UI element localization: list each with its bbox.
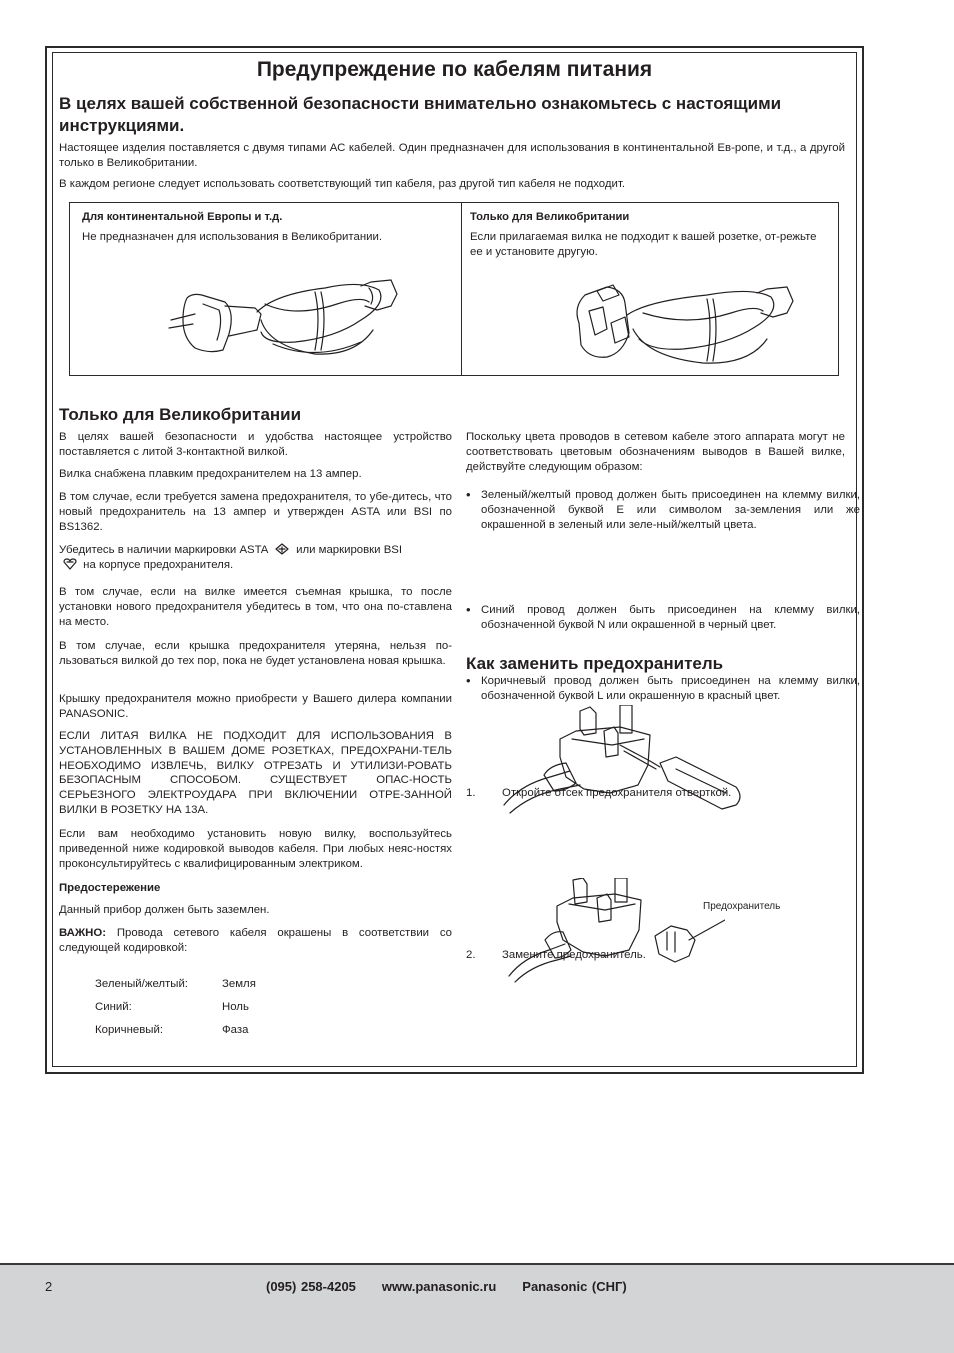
page-title: Предупреждение по кабелям питания	[256, 58, 653, 81]
uk-paragraph: Вилка снабжена плавким предохранителем на 13 ампер.	[59, 468, 362, 480]
footer-company: Panasonic (СНГ)	[522, 1279, 627, 1294]
footer-info	[266, 1279, 653, 1294]
bsi-kitemark-icon	[63, 558, 77, 570]
uk-warning-paragraph: ЕСЛИ ЛИТАЯ ВИЛКА НЕ ПОДХОДИТ ДЛЯ ИСПОЛЬЗОВАНИЯ В УСТАНОВЛЕННЫХ В ВАШЕМ ДОМЕ РОЗЕТКАХ, ПРЕДОХРАНИ-ТЕЛЬ НЕОБХОДИМО ИЗВЛЕЧЬ, ВИЛКУ ОТРЕЗАТЬ И УТИЛИЗИ-РОВАТЬ БЕЗОПАСНЫМ СПОСОБОМ. СУЩЕСТВУЕТ ОПАС-НОСТЬ СЕРЬЕЗНОГО ЭЛЕКТРОУДАРА ПРИ ВКЛЮЧЕНИИ ОТРЕ-ЗАННОЙ ВИЛКИ В РОЗЕТКУ НА 13А.	[59, 730, 452, 816]
marking-text: Убедитесь в наличии маркировки ASTA	[59, 544, 268, 556]
uk-section-heading: Только для Великобритании	[59, 405, 302, 424]
uk-paragraph: В том случае, если на вилке имеется съемная крышка, то после установки нового предохранителя убедитесь в том, что она по-ставлена на место.	[59, 586, 452, 628]
intro-paragraph: Настоящее изделия поставляется с двумя типами АС кабелей. Один предназначен для использования в континентальной Ев-ропе, и т.д., а другой только в Великобритании.	[59, 142, 845, 169]
page-number: 2	[45, 1279, 53, 1294]
footer-website[interactable]: www.panasonic.ru	[381, 1279, 497, 1294]
important-text: Провода сетевого кабеля окрашены в соответствии со следующей кодировкой:	[59, 927, 452, 954]
uk-cable-box	[461, 202, 839, 376]
box-text: Если прилагаемая вилка не подходит к вашей розетке, от-режьте ее и установите другую.	[470, 231, 817, 258]
box-heading: Для континентальной Европы и т.д.	[82, 211, 283, 223]
box-heading: Только для Великобритании	[470, 211, 630, 223]
marking-paragraph	[59, 543, 452, 573]
bullet-item: • Синий провод должен быть присоединен на клемму вилки, обозначенной буквой N или окрашенной в черный цвет.	[466, 603, 860, 633]
caution-heading: Предостережение	[59, 882, 161, 894]
footer-phone: (095) 258-4205	[266, 1279, 356, 1294]
uk-paragraph: Крышку предохранителя можно приобрести у Вашего дилера компании PANASONIC.	[59, 693, 452, 720]
euro-cable-box	[69, 202, 462, 376]
intro-paragraph: В каждом регионе следует использовать соответствующий тип кабеля, раз другой тип кабеля не подходит.	[59, 178, 626, 190]
important-label: ВАЖНО:	[59, 927, 107, 939]
marking-text: на корпусе предохранителя.	[83, 558, 234, 571]
uk-paragraph: В том случае, если требуется замена предохранителя, то убе-дитесь, что новый предохранитель на 13 ампер и утвержден ASTA или BSI по BS1362.	[59, 491, 452, 533]
bullet-item: • Зеленый/желтый провод должен быть присоединен на клемму вилки, обозначенной буквой E или символом за-земления или же окрашенной в зеленый или зеле-ный/желтый цвета.	[466, 488, 860, 532]
wire-code-row: Коричневый: Фаза	[95, 1023, 249, 1036]
fuse-label: Предохранитель	[703, 901, 781, 912]
marking-text: или маркировки BSI	[296, 544, 403, 556]
uk-paragraph: В том случае, если крышка предохранителя утеряна, нельзя по-льзоваться вилкой до тех пор, пока не будет установлена новая крышка.	[59, 640, 452, 667]
asta-mark-icon	[275, 543, 289, 555]
right-intro: Поскольку цвета проводов в сетевом кабеле этого аппарата могут не соответствовать цветовым обозначениям выводов в Вашей вилке, действуйте следующим образом:	[466, 431, 845, 473]
uk-paragraph: В целях вашей безопасности и удобства настоящее устройство поставляется с литой 3-контактной вилкой.	[59, 431, 452, 458]
wire-code-table	[95, 977, 395, 1037]
step-1: 1. Откройте отсек предохранителя отверткой.	[466, 786, 732, 799]
step-2: 2. Замените предохранитель.	[466, 949, 646, 962]
box-text: Не предназначен для использования в Великобритании.	[82, 231, 383, 243]
page-subtitle: В целях вашей собственной безопасности внимательно ознакомьтесь с настоящими инструкциями.	[59, 94, 782, 135]
uk-paragraph: Если вам необходимо установить новую вилку, воспользуйтесь приведенной ниже кодировкой выводов кабеля. При любых неяс-ностях проконсультируйтесь с квалифицированным электриком.	[59, 828, 452, 870]
wire-code-row: Зеленый/желтый: Земля	[95, 978, 256, 990]
page-footer	[0, 1263, 954, 1353]
caution-text: Данный прибор должен быть заземлен.	[59, 904, 270, 916]
plug-with-screwdriver-icon	[500, 705, 750, 820]
fuse-heading: Как заменить предохранитель	[466, 654, 724, 673]
uk-plug-cable-icon	[567, 273, 807, 373]
plug-and-fuse-icon	[505, 878, 725, 983]
euro-plug-cable-icon	[165, 258, 405, 368]
wire-code-row: Синий: Ноль	[95, 1000, 249, 1013]
important-paragraph	[59, 926, 452, 956]
bullet-item: • Коричневый провод должен быть присоединен на клемму вилки, обозначенной буквой L или окрашенную в красный цвет.	[466, 674, 860, 704]
